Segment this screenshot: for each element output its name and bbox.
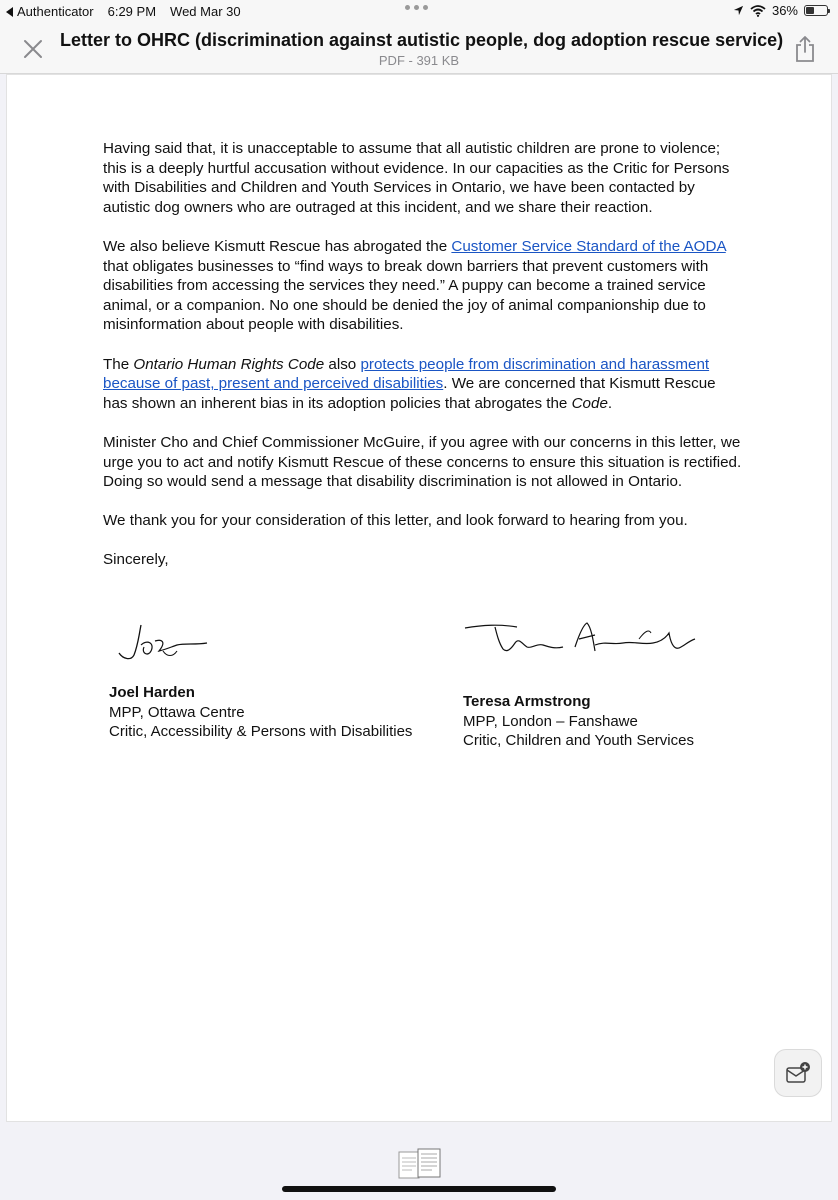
signatory-title: MPP, Ottawa Centre — [109, 703, 245, 721]
aoda-standard-link[interactable]: Customer Service Standard of the AODA — [451, 237, 726, 255]
status-bar — [0, 0, 838, 24]
p3-text-after: . We are concerned that Kismutt Rescue has shown an inherent bias in its adoption policies that abrogates the — [103, 375, 716, 412]
battery-icon — [804, 5, 828, 16]
battery-fill — [806, 7, 814, 14]
p2-text-after: that obligates businesses to “find ways to break down barriers that prevent customers with disabilities from accessing the services they need.” A puppy can become a trained service animal, or a companion. No one should be denied the joy of animal companionship due to misinformation about people with disabilities. — [103, 257, 709, 334]
home-indicator[interactable] — [282, 1186, 556, 1192]
signatory-teresa-armstrong — [463, 692, 694, 751]
signatory-joel-harden — [109, 683, 412, 742]
wifi-icon — [750, 5, 766, 17]
closing: Sincerely, — [103, 551, 169, 569]
status-time: 6:29 PM — [107, 4, 157, 19]
page-thumbnails-button[interactable] — [398, 1148, 442, 1180]
mail-add-icon — [785, 1061, 811, 1085]
share-icon — [792, 34, 818, 64]
human-rights-link[interactable]: protects people from discrimination and harassment because of past, present and perceived disabilities — [103, 355, 710, 393]
p3-code-name: Ontario Human Rights Code — [133, 355, 325, 373]
back-app-label: Authenticator — [17, 4, 94, 19]
paragraph-3 — [103, 355, 743, 414]
pdf-page — [6, 74, 832, 1122]
signatory-title: MPP, London – Fanshawe — [463, 712, 638, 730]
signatory-name: Joel Harden — [109, 684, 195, 701]
signatory-name: Teresa Armstrong — [463, 693, 591, 710]
document-header — [0, 24, 838, 74]
p3-code: Code — [571, 394, 608, 412]
signature-teresa-armstrong — [463, 619, 699, 663]
signatory-role: Critic, Accessibility & Persons with Disabilities — [109, 723, 413, 741]
paragraph-5: We thank you for your consideration of this letter, and look forward to hearing from you. — [103, 512, 688, 530]
p2-text-before: We also believe Kismutt Rescue has abrogated the — [103, 237, 452, 255]
p3-also: also — [324, 355, 361, 373]
back-arrow-icon — [6, 7, 14, 17]
p3-end: . — [607, 394, 613, 412]
signatory-role: Critic, Children and Youth Services — [463, 732, 694, 750]
share-button[interactable] — [792, 34, 818, 64]
document-subtitle: PDF - 391 KB — [378, 53, 460, 68]
letter-body — [103, 139, 743, 590]
multitasking-dots-icon[interactable] — [405, 5, 428, 10]
signature-joel-harden — [111, 621, 211, 665]
paragraph-1: Having said that, it is unacceptable to assume that all autistic children are prone to violence; this is a deeply hurtful accusation without evidence. In our capacities as the Critic for Persons with Disabilities and Children and Youth Services in Ontario, we have been contacted by autistic dog owners who are outraged at this incident, and we share their reaction. — [103, 140, 730, 216]
document-title: Letter to OHRC (discrimination against autistic people, dog adoption rescue service) — [60, 30, 784, 50]
paragraph-2 — [103, 237, 743, 335]
status-left — [6, 4, 241, 19]
paragraph-4: Minister Cho and Chief Commissioner McGuire, if you agree with our concerns in this letter, we urge you to act and notify Kismutt Rescue of these concerns to ensure this situation is rectified. Doing so would send a message that disability discrimination is not allowed in Ontario. — [103, 433, 742, 491]
page-thumbnails-icon — [398, 1148, 442, 1180]
status-date: Wed Mar 30 — [170, 4, 241, 19]
status-right — [733, 3, 828, 18]
back-to-app-link[interactable] — [6, 4, 94, 19]
location-icon — [733, 5, 744, 16]
p3-the: The — [103, 355, 134, 373]
battery-percent: 36% — [771, 3, 798, 18]
markup-button[interactable] — [774, 1049, 822, 1097]
